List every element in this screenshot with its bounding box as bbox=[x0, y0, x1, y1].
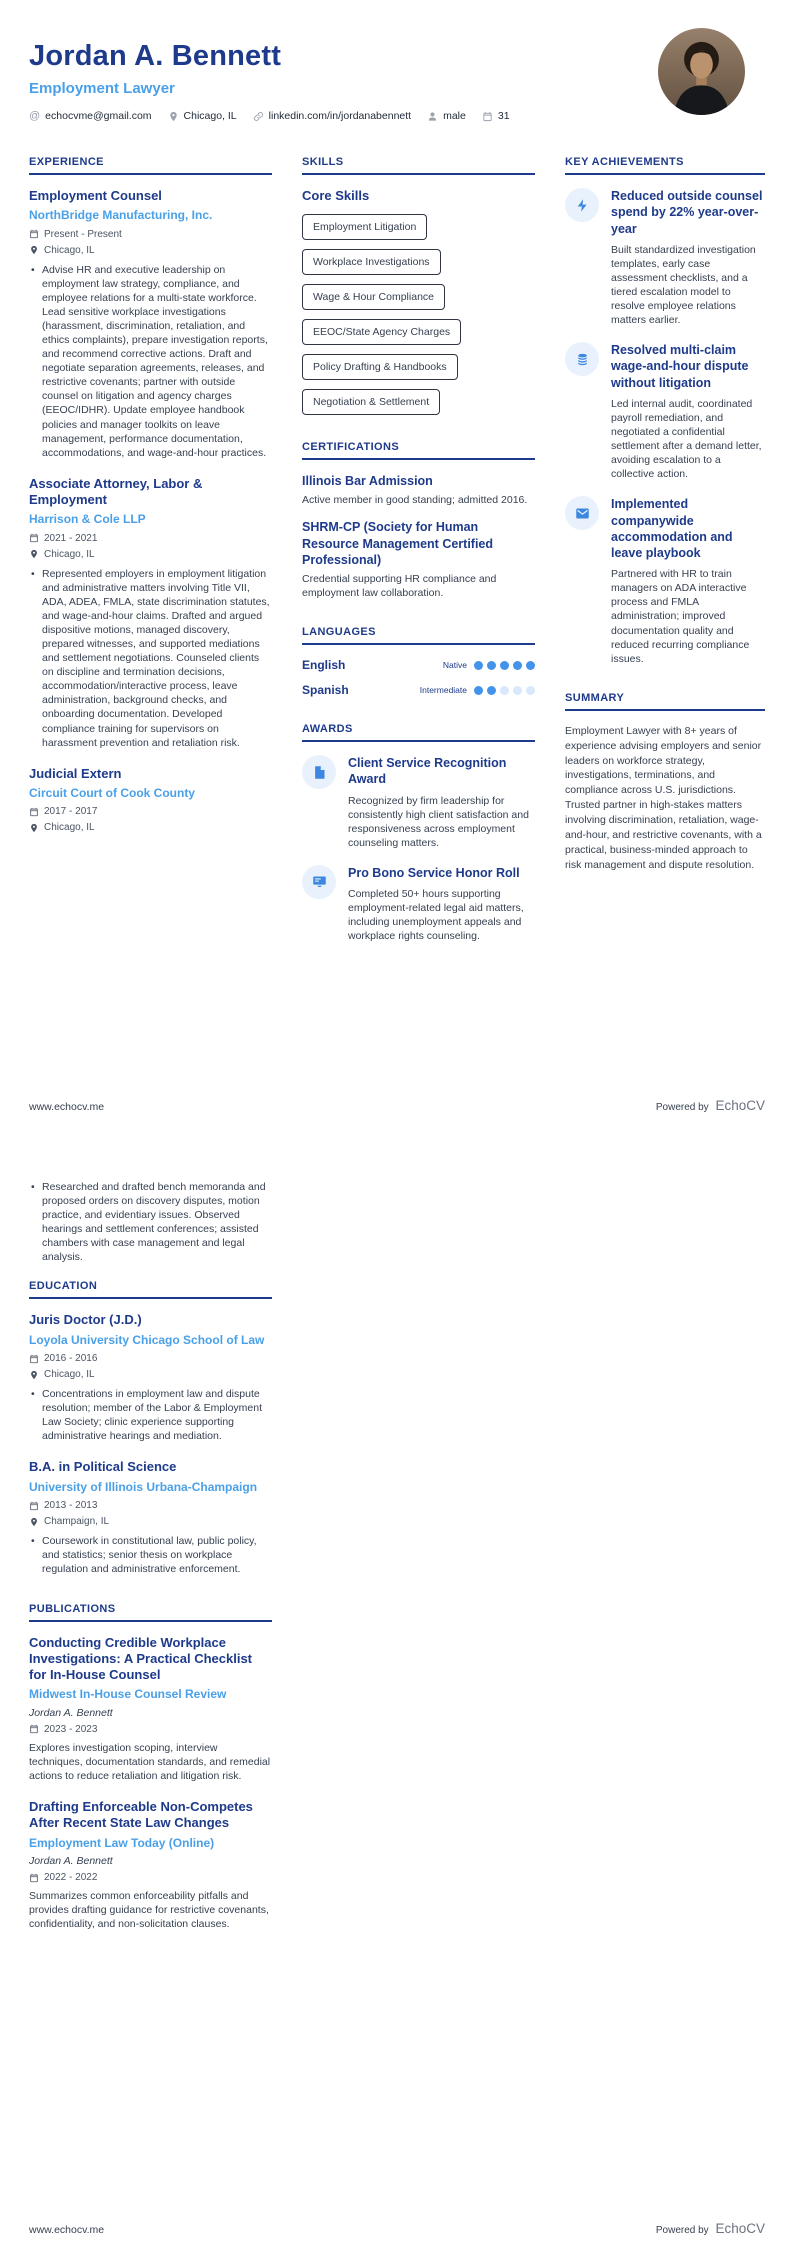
skills-section bbox=[302, 156, 535, 415]
award-item bbox=[302, 865, 535, 944]
achievement-content bbox=[611, 342, 765, 481]
contact-gender bbox=[427, 110, 466, 122]
coins-icon bbox=[575, 352, 590, 367]
award-description: Recognized by firm leadership for consistently high client satisfaction and responsiveness across employment counseling matters. bbox=[348, 794, 529, 849]
skill-chip: Policy Drafting & Handbooks bbox=[302, 354, 458, 380]
experience-heading: EXPERIENCE bbox=[29, 156, 272, 175]
profile-photo bbox=[658, 28, 745, 115]
skill-chip: Employment Litigation bbox=[302, 214, 427, 240]
footer-brand-link[interactable]: EchoCV bbox=[715, 1098, 765, 1113]
achievement-description: Partnered with HR to train managers on ADA interactive process and FMLA administration; improved documentation quality and reduced recurring compliance issues. bbox=[611, 568, 750, 665]
certification-name: Illinois Bar Admission bbox=[302, 474, 433, 488]
experience-bullet: • Represented employers in employment litigation and administrative matters involving Title VII, ADA, ADEA, FMLA, state discrimination statutes, and wage-and-hour claims. Drafted and argued dispositive motions, managed discovery, prepared witnesses, and supported mediations and settlement negotiations. Counseled clients on discipline and termination decisions, accommodation/interactive process, leave administration, background checks, and onboarding documentation. Developed compliance training for supervisors on harassment prevention and retaliation risk. bbox=[29, 567, 272, 750]
language-row bbox=[302, 658, 535, 672]
publication-item bbox=[29, 1799, 272, 1931]
award-description: Completed 50+ hours supporting employment-related legal aid matters, including unemployment appeals and workplace rights counseling. bbox=[348, 888, 524, 943]
experience-company: NorthBridge Manufacturing, Inc. bbox=[29, 208, 213, 223]
footer-powered-prefix: Powered by bbox=[655, 2225, 709, 2236]
education-degree: B.A. in Political Science bbox=[29, 1459, 177, 1475]
education-heading: EDUCATION bbox=[29, 1280, 272, 1299]
footer-powered-by bbox=[656, 1098, 765, 1113]
achievement-item bbox=[565, 342, 765, 481]
experience-location-text: Chicago, IL bbox=[44, 822, 95, 834]
experience-title: Associate Attorney, Labor & Employment bbox=[29, 475, 203, 507]
footer-brand-link[interactable]: EchoCV bbox=[715, 2221, 765, 2236]
education-bullet: • Concentrations in employment law and dispute resolution; member of the Labor & Employment Law Society; clinic experience supporting administrative hearings and mediation. bbox=[29, 1387, 272, 1443]
publication-dates-text: 2022 - 2022 bbox=[44, 1872, 98, 1884]
proficiency-dot bbox=[500, 661, 509, 670]
contact-location bbox=[168, 110, 237, 122]
language-proficiency-dots bbox=[474, 661, 535, 670]
languages-section bbox=[302, 626, 535, 697]
certification-name: SHRM-CP (Society for Human Resource Management Certified Professional) bbox=[302, 520, 494, 567]
publication-title: Conducting Credible Workplace Investigations: A Practical Checklist for In-House Counsel bbox=[29, 1634, 252, 1682]
achievement-content bbox=[611, 496, 765, 665]
achievement-icon-circle bbox=[565, 496, 599, 530]
achievement-content bbox=[611, 188, 765, 327]
certifications-section bbox=[302, 441, 535, 600]
achievement-title: Implemented companywide accommodation and leave playbook bbox=[611, 497, 733, 560]
experience-company: Harrison & Cole LLP bbox=[29, 512, 146, 527]
education-dates bbox=[29, 1500, 272, 1511]
skills-group-title: Core Skills bbox=[302, 188, 370, 203]
publication-item bbox=[29, 1635, 272, 1784]
achievement-item bbox=[565, 188, 765, 327]
education-school: Loyola University Chicago School of Law bbox=[29, 1332, 265, 1347]
language-row bbox=[302, 683, 535, 697]
experience-title: Judicial Extern bbox=[29, 765, 122, 781]
award-content bbox=[348, 865, 535, 944]
location-pin-icon bbox=[29, 1517, 39, 1527]
column-achievements bbox=[565, 156, 765, 969]
proficiency-dot bbox=[513, 686, 522, 695]
calendar-icon bbox=[482, 111, 493, 122]
resume-header bbox=[0, 0, 794, 122]
page-footer bbox=[29, 2221, 765, 2236]
education-location-text: Champaign, IL bbox=[44, 1516, 110, 1528]
skill-chip: Wage & Hour Compliance bbox=[302, 284, 445, 310]
achievement-description: Led internal audit, coordinated payroll remediation, and negotiated a confidential settlement after a demand letter, avoiding escalation to a collective action. bbox=[611, 397, 762, 481]
education-location bbox=[29, 1369, 272, 1380]
footer-site-link[interactable]: www.echocv.me bbox=[29, 1101, 105, 1113]
achievement-item bbox=[565, 496, 765, 665]
key-achievements-heading: KEY ACHIEVEMENTS bbox=[565, 156, 765, 175]
education-location-text: Chicago, IL bbox=[44, 1369, 95, 1381]
publications-section bbox=[29, 1603, 272, 1932]
education-location bbox=[29, 1516, 272, 1527]
experience-item bbox=[29, 476, 272, 750]
publication-dates-text: 2023 - 2023 bbox=[44, 1723, 98, 1735]
experience-location bbox=[29, 822, 272, 833]
skill-chip: Workplace Investigations bbox=[302, 249, 441, 275]
experience-section bbox=[29, 156, 272, 833]
experience-bullets bbox=[29, 263, 272, 460]
calendar-icon bbox=[29, 1724, 39, 1734]
award-title: Pro Bono Service Honor Roll bbox=[348, 865, 520, 880]
publication-dates bbox=[29, 1872, 272, 1883]
footer-powered-by bbox=[656, 2221, 765, 2236]
resume-columns-page-1 bbox=[0, 156, 794, 969]
experience-bullets bbox=[29, 567, 272, 750]
at-icon: @ bbox=[29, 109, 41, 122]
experience-dates-text: Present - Present bbox=[44, 228, 122, 240]
contact-row bbox=[29, 110, 644, 122]
education-bullets bbox=[29, 1387, 272, 1443]
proficiency-dot bbox=[500, 686, 509, 695]
experience-item bbox=[29, 766, 272, 834]
person-icon bbox=[427, 111, 438, 122]
column-experience bbox=[29, 156, 272, 969]
award-content bbox=[348, 755, 535, 850]
achievement-icon-circle bbox=[565, 188, 599, 222]
certification-description: Credential supporting HR compliance and employment law collaboration. bbox=[302, 573, 497, 600]
proficiency-dot bbox=[487, 686, 496, 695]
proficiency-dot bbox=[526, 686, 535, 695]
language-level: Intermediate bbox=[419, 685, 467, 696]
proficiency-dot bbox=[474, 686, 483, 695]
publications-heading: PUBLICATIONS bbox=[29, 1603, 272, 1622]
proficiency-dot bbox=[513, 661, 522, 670]
calendar-icon bbox=[29, 1354, 39, 1364]
publication-title: Drafting Enforceable Non-Competes After Recent State Law Changes bbox=[29, 1799, 253, 1831]
experience-dates-text: 2021 - 2021 bbox=[44, 532, 98, 544]
column-middle-empty bbox=[302, 1173, 535, 1957]
experience-bullet: • Advise HR and executive leadership on employment law strategy, compliance, and employee relations for a multi-state workforce. Lead sensitive workplace investigations (harassment, discrimination, retaliation, and ethics complaints), prepare investigation reports, and recommend corrective actions. Draft and negotiate separation agreements, releases, and restrictive covenants; partner with outside counsel on litigation and agency charges (EEOC/IDHR). Update employee handbook policies and manager toolkits on leave management, performance documentation, accommodations, and wage-and-hour practices. bbox=[29, 263, 272, 460]
experience-dates bbox=[29, 229, 272, 240]
experience-item-continued bbox=[29, 1180, 272, 1264]
contact-gender-text: male bbox=[443, 110, 466, 122]
location-pin-icon bbox=[29, 549, 39, 559]
certification-description: Active member in good standing; admitted 2016. bbox=[302, 494, 528, 507]
achievement-description: Built standardized investigation templates, early case assessment checklists, and a tiered escalation model to resolve employee relations matters earlier. bbox=[611, 243, 756, 327]
contact-linkedin-text: linkedin.com/in/jordanabennett bbox=[268, 110, 412, 122]
contact-age bbox=[482, 110, 510, 122]
education-school: University of Illinois Urbana-Champaign bbox=[29, 1479, 258, 1494]
skills-heading: SKILLS bbox=[302, 156, 535, 175]
footer-powered-prefix: Powered by bbox=[655, 1102, 709, 1113]
summary-heading: SUMMARY bbox=[565, 692, 765, 711]
publication-description: Explores investigation scoping, interview techniques, documentation standards, and remedial actions to reduce retaliation and litigation risk. bbox=[29, 1741, 271, 1782]
achievement-title: Reduced outside counsel spend by 22% year-over-year bbox=[611, 189, 763, 236]
skill-chip: EEOC/State Agency Charges bbox=[302, 319, 461, 345]
monitor-icon bbox=[312, 874, 327, 889]
contact-email[interactable] bbox=[29, 110, 152, 122]
experience-bullets bbox=[29, 1180, 272, 1264]
contact-linkedin[interactable] bbox=[253, 110, 411, 122]
language-proficiency-dots bbox=[474, 686, 535, 695]
footer-site-link[interactable]: www.echocv.me bbox=[29, 2224, 105, 2236]
education-dates-text: 2013 - 2013 bbox=[44, 1500, 98, 1512]
calendar-icon bbox=[29, 807, 39, 817]
education-item bbox=[29, 1312, 272, 1443]
award-icon-circle bbox=[302, 755, 336, 789]
column-experience-continued bbox=[29, 1173, 272, 1957]
experience-item bbox=[29, 188, 272, 460]
experience-location bbox=[29, 245, 272, 256]
experience-dates bbox=[29, 806, 272, 817]
education-dates bbox=[29, 1353, 272, 1364]
language-level: Native bbox=[442, 660, 467, 671]
publication-description: Summarizes common enforceability pitfalls and provides drafting guidance for restrictive covenants, confidentiality, and non-solicitation clauses. bbox=[29, 1890, 269, 1931]
skills-chip-list bbox=[302, 214, 535, 415]
award-icon-circle bbox=[302, 865, 336, 899]
education-section bbox=[29, 1280, 272, 1576]
education-item bbox=[29, 1459, 272, 1576]
award-title: Client Service Recognition Award bbox=[348, 756, 507, 787]
candidate-job-title: Employment Lawyer bbox=[29, 80, 175, 97]
languages-heading: LANGUAGES bbox=[302, 626, 535, 645]
publication-outlet: Employment Law Today (Online) bbox=[29, 1835, 215, 1850]
experience-location-text: Chicago, IL bbox=[44, 244, 95, 256]
bolt-icon bbox=[575, 198, 590, 213]
contact-age-text: 31 bbox=[497, 110, 510, 122]
experience-location-text: Chicago, IL bbox=[44, 548, 95, 560]
location-pin-icon bbox=[29, 1370, 39, 1380]
publication-outlet: Midwest In-House Counsel Review bbox=[29, 1687, 227, 1702]
proficiency-dot bbox=[487, 661, 496, 670]
candidate-name: Jordan A. Bennett bbox=[29, 40, 282, 72]
publication-dates bbox=[29, 1724, 272, 1735]
education-dates-text: 2016 - 2016 bbox=[44, 1353, 98, 1365]
proficiency-dot bbox=[474, 661, 483, 670]
calendar-icon bbox=[29, 533, 39, 543]
contact-location-text: Chicago, IL bbox=[183, 110, 237, 122]
calendar-icon bbox=[29, 229, 39, 239]
awards-heading: AWARDS bbox=[302, 723, 535, 742]
experience-bullet: • Researched and drafted bench memoranda and proposed orders on discovery disputes, motion practice, and evidentiary issues. Observed hearings and settlement conferences; assisted chambers with case management and legal analysis. bbox=[29, 1180, 272, 1264]
summary-text: Employment Lawyer with 8+ years of experience advising employers and senior leaders on workforce strategy, investigations, terminations, and compliance across U.S. jurisdictions. Trusted partner in high-stakes matters involving discrimination, retaliation, wage-and-hour, and restrictive covenants, with a practical, business-minded approach to risk management and dispute resolution. bbox=[565, 724, 762, 871]
location-pin-icon bbox=[29, 245, 39, 255]
publication-author: Jordan A. Bennett bbox=[29, 1706, 113, 1719]
portrait-image bbox=[658, 28, 745, 115]
skill-chip: Negotiation & Settlement bbox=[302, 389, 440, 415]
summary-section bbox=[565, 692, 765, 873]
calendar-icon bbox=[29, 1501, 39, 1511]
education-bullets bbox=[29, 1534, 272, 1576]
location-pin-icon bbox=[29, 823, 39, 833]
location-pin-icon bbox=[168, 111, 179, 122]
experience-company: Circuit Court of Cook County bbox=[29, 785, 195, 800]
resume-columns-page-2 bbox=[0, 1173, 794, 1957]
link-icon bbox=[253, 111, 264, 122]
achievement-title: Resolved multi-claim wage-and-hour dispute without litigation bbox=[611, 343, 749, 390]
column-right-empty bbox=[565, 1173, 765, 1957]
publication-author: Jordan A. Bennett bbox=[29, 1855, 113, 1868]
envelope-icon bbox=[575, 506, 590, 521]
column-skills bbox=[302, 156, 535, 969]
proficiency-dot bbox=[526, 661, 535, 670]
calendar-icon bbox=[29, 1873, 39, 1883]
experience-dates-text: 2017 - 2017 bbox=[44, 806, 98, 818]
education-degree: Juris Doctor (J.D.) bbox=[29, 1312, 142, 1328]
resume-page-2 bbox=[0, 1123, 794, 2246]
awards-section bbox=[302, 723, 535, 943]
experience-title: Employment Counsel bbox=[29, 188, 162, 203]
certifications-heading: CERTIFICATIONS bbox=[302, 441, 535, 460]
contact-email-text: echocvme@gmail.com bbox=[45, 110, 152, 122]
experience-dates bbox=[29, 533, 272, 544]
achievement-icon-circle bbox=[565, 342, 599, 376]
education-bullet: • Coursework in constitutional law, public policy, and statistics; senior thesis on workplace regulation and administrative enforcement. bbox=[29, 1534, 272, 1576]
key-achievements-section bbox=[565, 156, 765, 666]
experience-location bbox=[29, 549, 272, 560]
page-footer bbox=[29, 1098, 765, 1113]
language-name: English bbox=[302, 658, 346, 673]
document-icon bbox=[312, 765, 327, 780]
language-name: Spanish bbox=[302, 683, 349, 698]
award-item bbox=[302, 755, 535, 850]
